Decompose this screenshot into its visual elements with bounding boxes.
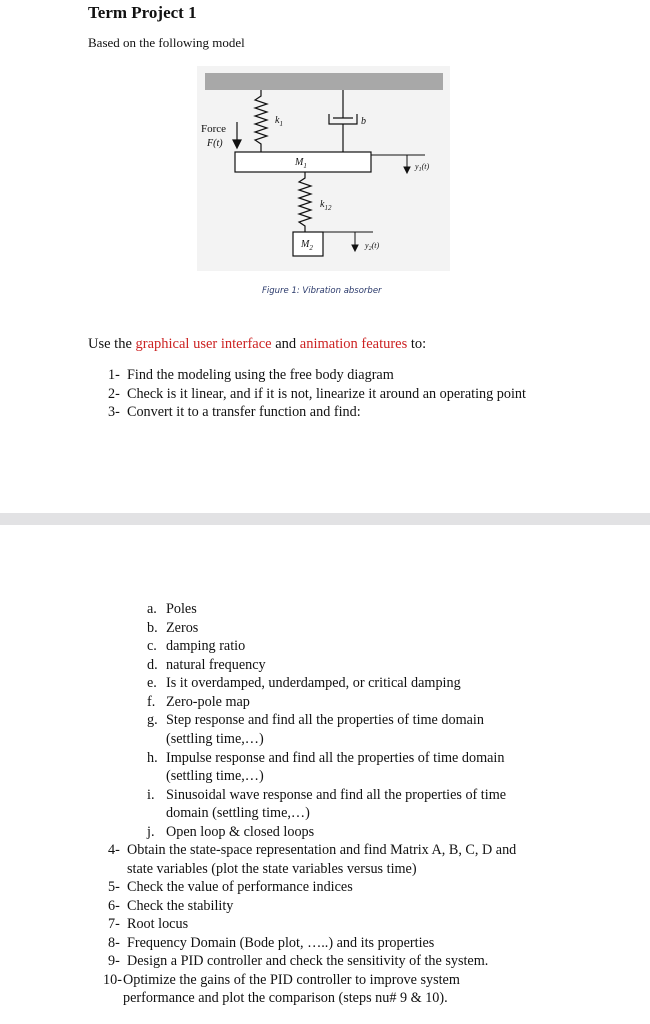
page-bottom [0,525,650,1024]
force-arrow [233,122,241,148]
label-k1: $k_1$ [275,115,283,128]
spring-k12 [299,172,311,232]
list-item: 9- Design a PID controller and check the sensitivity of the system. [108,953,489,969]
label-force: Force [201,123,227,135]
list-item: f. Zero-pole map [147,694,250,710]
damper-b [329,90,357,152]
list-item: g. Step response and find all the properties of time domain [147,712,484,728]
list-item-continuation: performance and plot the comparison (steps nu# 9 & 10). [123,990,448,1006]
list-item: 6- Check the stability [108,898,234,914]
intro-highlight-gui: graphical user interface [135,336,272,352]
spring-k1 [255,90,267,152]
list-item: h. Impulse response and find all the properties of time domain [147,750,505,766]
list-item: 4- Obtain the state-space representation and find Matrix A, B, C, D and [108,842,517,858]
list-item-continuation: domain (settling time,…) [166,805,310,821]
intro-mid: and [271,336,300,352]
label-b: b [361,116,366,127]
intro-prefix: Use the [88,336,136,352]
list-item: 2- Check is it linear, and if it is not, linearize it around an operating point [108,386,526,402]
list-item: d. natural frequency [147,657,266,673]
list-item: 5- Check the value of performance indices [108,879,353,895]
list-item: 1- Find the modeling using the free body diagram [108,367,394,383]
list-item: 7- Root locus [108,916,189,932]
list-item: i. Sinusoidal wave response and find all the properties of time [147,787,507,803]
document-title: Term Project 1 [88,3,197,22]
list-item: 10-Optimize the gains of the PID controller to improve system [103,972,460,988]
document-subtitle: Based on the following model [88,35,245,50]
intro-suffix: to: [407,336,427,352]
label-m1: $M_1$ [295,157,307,170]
ceiling-block [205,73,443,90]
list-item-continuation: (settling time,…) [166,731,264,747]
list-item: c. damping ratio [147,638,246,654]
figure-diagram [197,66,450,271]
label-force-symbol: F(t) [207,138,223,149]
label-y1: $y_1(t)$ [415,162,430,173]
label-k12: $k_{12}$ [320,199,332,212]
vibration-absorber-figure [197,66,450,271]
figure-caption: Figure 1: Vibration absorber [262,286,382,296]
page-separator [0,513,650,525]
intro-paragraph [88,336,426,353]
list-item: j. Open loop & closed loops [147,824,315,840]
label-m2: $M_2$ [301,239,313,252]
list-item: a. Poles [147,601,197,617]
label-y2: $y_2(t)$ [365,241,380,252]
list-item: 8- Frequency Domain (Bode plot, …..) and its properties [108,935,435,951]
intro-highlight-animation: animation features [299,336,408,352]
list-item: b. Zeros [147,620,199,636]
list-item: e. Is it overdamped, underdamped, or critical damping [147,675,461,691]
list-item-continuation: state variables (plot the state variables versus time) [127,861,417,877]
list-item-continuation: (settling time,…) [166,768,264,784]
list-item: 3- Convert it to a transfer function and find: [108,404,361,420]
